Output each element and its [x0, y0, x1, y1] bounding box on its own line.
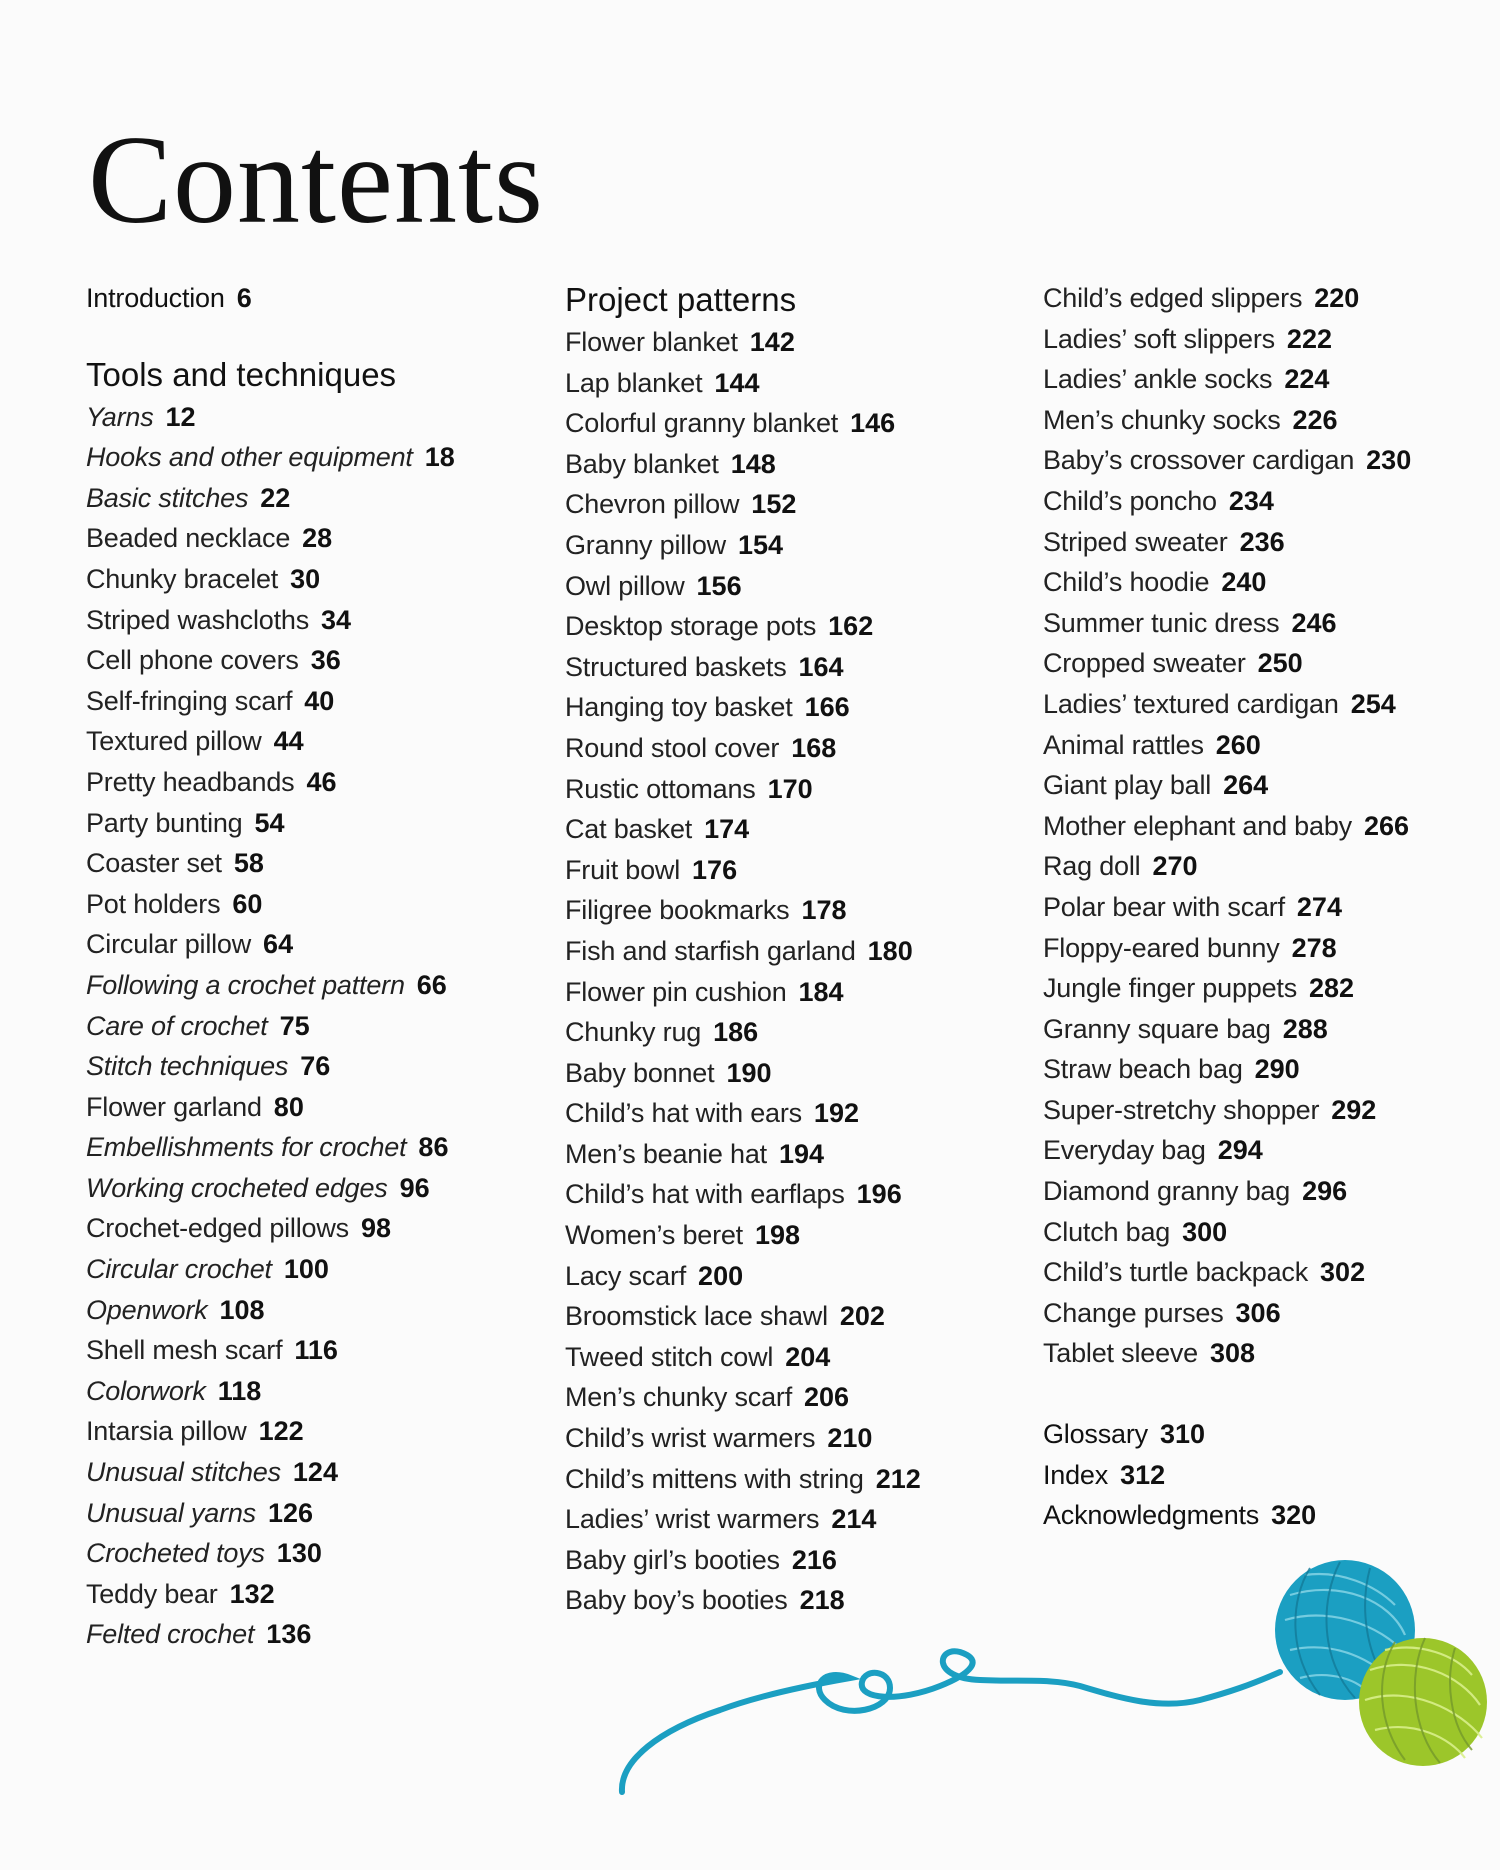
toc-entry-page: 132 — [229, 1578, 275, 1609]
toc-entry-label: Men’s chunky scarf — [565, 1382, 792, 1413]
toc-entry-label: Desktop storage pots — [565, 611, 817, 642]
toc-entry[interactable] — [565, 890, 1005, 931]
toc-entry-page: 142 — [749, 327, 795, 357]
toc-entry-page: 96 — [399, 1172, 430, 1203]
toc-entry-page: 162 — [828, 611, 874, 642]
toc-entry-page: 200 — [698, 1260, 744, 1291]
toc-entry[interactable] — [565, 931, 1005, 972]
toc-entry[interactable] — [565, 1053, 1005, 1094]
toc-entry-label: Rustic ottomans — [565, 773, 756, 804]
toc-entry[interactable] — [86, 1533, 526, 1574]
toc-entry-page: 58 — [233, 848, 264, 879]
toc-entry-label: Fruit bowl — [565, 854, 681, 885]
toc-entry-label: Child’s hat with earflaps — [565, 1179, 845, 1210]
toc-entry-page: 266 — [1363, 810, 1409, 841]
toc-entry-page: 12 — [165, 401, 196, 432]
toc-entry[interactable] — [86, 1614, 526, 1655]
toc-entry-label: Beaded necklace — [86, 523, 291, 554]
toc-entry[interactable] — [1043, 968, 1483, 1009]
toc-entry-label: Change purses — [1043, 1297, 1224, 1328]
toc-entry[interactable] — [1043, 928, 1483, 969]
toc-entry-page: 122 — [258, 1416, 304, 1447]
toc-entry-label: Lap blanket — [565, 367, 703, 398]
toc-entry[interactable] — [86, 1168, 526, 1209]
toc-entry-label: Colorwork — [86, 1375, 206, 1406]
toc-entry-page: 292 — [1331, 1094, 1377, 1125]
toc-entry[interactable] — [565, 1418, 1005, 1459]
toc-entry-page: 226 — [1292, 404, 1338, 435]
toc-entry-label: Summer tunic dress — [1043, 607, 1280, 638]
contents-column-1 — [86, 278, 526, 1655]
toc-entry-label: Care of crochet — [86, 1010, 268, 1041]
toc-entry-label: Self-fringing scarf — [86, 685, 293, 716]
toc-entry-page: 300 — [1182, 1216, 1228, 1247]
toc-entry-page: 46 — [306, 766, 337, 797]
toc-entry-label: Circular crochet — [86, 1254, 272, 1285]
toc-entry[interactable] — [565, 850, 1005, 891]
toc-entry-label: Child’s poncho — [1043, 485, 1217, 516]
toc-entry-page: 250 — [1257, 648, 1303, 679]
projects-list-continued — [1043, 278, 1483, 1374]
toc-entry-label: Mother elephant and baby — [1043, 810, 1352, 841]
toc-entry[interactable] — [1043, 846, 1483, 887]
toc-entry-page: 288 — [1282, 1013, 1328, 1044]
toc-entry-label: Flower blanket — [565, 327, 738, 357]
toc-entry[interactable] — [86, 1006, 526, 1047]
toc-entry-page: 204 — [785, 1341, 831, 1372]
toc-entry-page: 296 — [1302, 1176, 1348, 1207]
toc-entry[interactable] — [86, 1452, 526, 1493]
toc-entry-label: Felted crochet — [86, 1619, 255, 1650]
toc-entry[interactable] — [1043, 1495, 1483, 1536]
toc-entry-label: Colorful granny blanket — [565, 408, 839, 439]
back-matter-list — [1043, 1414, 1483, 1536]
toc-entry-page: 254 — [1350, 688, 1396, 719]
toc-entry-label: Striped sweater — [1043, 526, 1228, 557]
toc-entry-label: Ladies’ ankle socks — [1043, 364, 1273, 395]
toc-entry[interactable] — [86, 884, 526, 925]
toc-entry-introduction[interactable] — [86, 278, 526, 319]
toc-entry[interactable] — [565, 1174, 1005, 1215]
toc-entry-page: 124 — [292, 1457, 338, 1488]
toc-entry-label: Child’s hat with ears — [565, 1098, 802, 1129]
toc-entry-label: Chevron pillow — [565, 489, 740, 520]
toc-entry-label: Flower garland — [86, 1091, 262, 1122]
toc-entry-label: Structured baskets — [565, 651, 787, 682]
toc-entry[interactable] — [86, 1411, 526, 1452]
toc-entry[interactable] — [565, 566, 1005, 607]
toc-entry-label: Crochet-edged pillows — [86, 1213, 349, 1244]
toc-entry-label: Circular pillow — [86, 929, 252, 960]
toc-entry[interactable] — [1043, 765, 1483, 806]
toc-entry-page: 184 — [798, 976, 844, 1007]
toc-entry-page: 164 — [798, 651, 844, 682]
toc-entry-page: 98 — [360, 1213, 391, 1244]
toc-entry[interactable] — [1043, 643, 1483, 684]
toc-entry[interactable] — [86, 478, 526, 519]
toc-entry-page: 240 — [1221, 567, 1267, 598]
toc-entry[interactable] — [1043, 400, 1483, 441]
toc-entry-label: Chunky rug — [565, 1017, 702, 1048]
toc-entry-label: Glossary — [1043, 1419, 1148, 1450]
toc-entry-page: 66 — [416, 969, 447, 1000]
toc-entry-label: Unusual stitches — [86, 1457, 281, 1488]
toc-entry-label: Rag doll — [1043, 851, 1141, 882]
toc-entry[interactable] — [565, 484, 1005, 525]
toc-entry-label: Lacy scarf — [565, 1260, 687, 1291]
toc-entry-page: 310 — [1159, 1419, 1205, 1450]
toc-entry-label: Tweed stitch cowl — [565, 1341, 774, 1372]
toc-entry-page: 148 — [730, 448, 776, 479]
toc-entry-page: 54 — [254, 807, 285, 838]
toc-entry-page: 60 — [232, 888, 263, 919]
toc-entry-label: Shell mesh scarf — [86, 1335, 283, 1366]
toc-entry-label: Child’s hoodie — [1043, 567, 1210, 598]
toc-entry-label: Clutch bag — [1043, 1216, 1171, 1247]
toc-entry[interactable] — [86, 924, 526, 965]
toc-entry-page: 28 — [302, 523, 333, 554]
tools-list — [86, 397, 526, 1655]
toc-entry-label: Textured pillow — [86, 726, 262, 757]
toc-entry[interactable] — [565, 687, 1005, 728]
toc-entry-page: 136 — [266, 1619, 312, 1650]
toc-entry[interactable] — [565, 728, 1005, 769]
toc-entry-label: Giant play ball — [1043, 770, 1212, 801]
toc-entry-page: 306 — [1235, 1297, 1281, 1328]
toc-entry-page: 118 — [217, 1375, 262, 1406]
toc-entry-page: 192 — [813, 1098, 859, 1129]
toc-entry-label: Round stool cover — [565, 732, 780, 763]
toc-entry[interactable] — [86, 1290, 526, 1331]
toc-entry-page: 270 — [1152, 851, 1198, 882]
toc-entry[interactable] — [86, 1087, 526, 1128]
toc-entry[interactable] — [86, 843, 526, 884]
toc-entry-page: 312 — [1120, 1459, 1166, 1490]
toc-entry[interactable] — [565, 1134, 1005, 1175]
toc-entry-page: 170 — [767, 773, 813, 804]
toc-entry-page: 302 — [1320, 1257, 1366, 1288]
toc-entry-page: 282 — [1309, 973, 1355, 1004]
yarn-balls-icon — [600, 1560, 1500, 1860]
toc-entry-label: Index — [1043, 1459, 1109, 1490]
toc-entry-label: Broomstick lace shawl — [565, 1301, 828, 1332]
toc-entry-page: 178 — [801, 895, 847, 926]
toc-entry-label: Ladies’ textured cardigan — [1043, 688, 1339, 719]
toc-entry[interactable] — [1043, 1252, 1483, 1293]
toc-entry-page: 210 — [827, 1423, 873, 1454]
toc-entry[interactable] — [1043, 1090, 1483, 1131]
toc-entry[interactable] — [1043, 278, 1483, 319]
toc-entry-label: Child’s wrist warmers — [565, 1423, 816, 1454]
toc-entry-label: Owl pillow — [565, 570, 685, 601]
toc-entry-label: Super-stretchy shopper — [1043, 1094, 1320, 1125]
toc-entry[interactable] — [86, 803, 526, 844]
toc-entry-page: 278 — [1291, 932, 1337, 963]
toc-entry-label: Floppy-eared bunny — [1043, 932, 1280, 963]
toc-entry-label: Hanging toy basket — [565, 692, 793, 723]
toc-entry[interactable] — [86, 1127, 526, 1168]
toc-entry-label: Introduction — [86, 283, 225, 313]
toc-entry-page: 260 — [1215, 729, 1261, 760]
toc-entry-label: Child’s edged slippers — [1043, 283, 1303, 313]
toc-entry[interactable] — [1043, 522, 1483, 563]
toc-entry-label: Baby boy’s booties — [565, 1585, 788, 1616]
toc-entry-page: 154 — [737, 529, 784, 560]
toc-entry-label: Child’s mittens with string — [565, 1463, 864, 1494]
toc-entry[interactable] — [1043, 1009, 1483, 1050]
toc-entry[interactable] — [1043, 684, 1483, 725]
toc-entry-label: Unusual yarns — [86, 1497, 256, 1528]
toc-entry[interactable] — [1043, 562, 1483, 603]
toc-entry[interactable] — [86, 681, 526, 722]
toc-entry-label: Fish and starfish garland — [565, 935, 856, 966]
toc-entry-page: 224 — [1284, 364, 1330, 395]
toc-entry-page: 198 — [755, 1220, 801, 1251]
toc-entry[interactable] — [565, 769, 1005, 810]
toc-entry-label: Straw beach bag — [1043, 1054, 1243, 1085]
toc-entry-label: Working crocheted edges — [86, 1172, 388, 1203]
toc-entry-label: Baby girl’s booties — [565, 1544, 780, 1575]
toc-entry-page: 75 — [279, 1010, 310, 1041]
toc-entry-label: Granny pillow — [565, 529, 726, 560]
toc-entry-page: 86 — [418, 1132, 449, 1163]
toc-entry-page: 64 — [263, 929, 294, 960]
toc-entry[interactable] — [565, 1377, 1005, 1418]
toc-entry-label: Baby’s crossover cardigan — [1043, 445, 1355, 476]
toc-entry[interactable] — [565, 809, 1005, 850]
toc-entry[interactable] — [86, 721, 526, 762]
toc-entry[interactable] — [1043, 1049, 1483, 1090]
toc-entry[interactable] — [86, 1046, 526, 1087]
toc-entry[interactable] — [1043, 1130, 1483, 1171]
toc-entry-label: Cropped sweater — [1043, 648, 1246, 679]
toc-entry-page: 156 — [696, 570, 742, 601]
toc-entry[interactable] — [565, 444, 1005, 485]
toc-entry[interactable] — [1043, 1171, 1483, 1212]
toc-entry-page: 180 — [867, 935, 913, 966]
toc-entry-page: 76 — [300, 1051, 331, 1082]
toc-entry-label: Stitch techniques — [86, 1051, 289, 1082]
toc-entry[interactable] — [86, 518, 526, 559]
toc-entry-page: 34 — [321, 604, 352, 635]
toc-entry-page: 36 — [310, 645, 341, 676]
toc-entry-page: 236 — [1239, 526, 1285, 557]
toc-entry-label: Diamond granny bag — [1043, 1176, 1291, 1207]
toc-entry-page: 80 — [273, 1091, 304, 1122]
contents-column-2 — [565, 278, 1005, 1621]
toc-entry-page: 264 — [1223, 770, 1269, 801]
toc-entry[interactable] — [86, 1493, 526, 1534]
toc-entry[interactable] — [1043, 319, 1483, 360]
toc-entry-label: Child’s turtle backpack — [1043, 1257, 1309, 1288]
section-heading-tools: Tools and techniques — [86, 355, 397, 393]
toc-entry-page: 202 — [839, 1301, 885, 1332]
toc-entry[interactable] — [565, 1012, 1005, 1053]
toc-entry[interactable] — [86, 1371, 526, 1412]
toc-entry-page: 222 — [1286, 323, 1332, 354]
toc-entry-label: Granny square bag — [1043, 1013, 1271, 1044]
toc-entry-page: 30 — [290, 563, 321, 594]
toc-entry-label: Following a crochet pattern — [86, 969, 405, 1000]
toc-entry-label: Crocheted toys — [86, 1538, 265, 1569]
toc-entry[interactable] — [1043, 1293, 1483, 1334]
section-heading-projects: Project patterns — [565, 281, 797, 318]
toc-entry-label: Pot holders — [86, 888, 221, 919]
toc-entry-page: 274 — [1296, 891, 1342, 922]
toc-entry-label: Openwork — [86, 1294, 208, 1325]
toc-entry-label: Basic stitches — [86, 482, 249, 513]
toc-entry-page: 320 — [1271, 1500, 1317, 1531]
toc-entry-label: Everyday bag — [1043, 1135, 1206, 1166]
toc-entry-page: 230 — [1366, 445, 1412, 476]
toc-entry-label: Coaster set — [86, 848, 222, 879]
toc-entry[interactable] — [565, 606, 1005, 647]
toc-entry-label: Hooks and other equipment — [86, 442, 413, 473]
toc-entry-page: 152 — [751, 489, 797, 520]
toc-entry[interactable] — [1043, 1212, 1483, 1253]
toc-entry-label: Polar bear with scarf — [1043, 891, 1285, 922]
toc-entry[interactable] — [86, 600, 526, 641]
toc-entry-label: Chunky bracelet — [86, 563, 279, 594]
toc-entry-page: 18 — [424, 442, 455, 473]
toc-entry-page: 22 — [260, 482, 291, 513]
toc-entry[interactable] — [565, 1093, 1005, 1134]
toc-entry[interactable] — [565, 1459, 1005, 1500]
toc-entry[interactable] — [565, 1215, 1005, 1256]
toc-entry-page: 190 — [726, 1057, 772, 1088]
toc-entry-label: Ladies’ wrist warmers — [565, 1504, 820, 1535]
toc-entry-label: Baby bonnet — [565, 1057, 715, 1088]
toc-entry-label: Cat basket — [565, 814, 693, 845]
toc-entry[interactable] — [1043, 481, 1483, 522]
toc-entry-page: 100 — [283, 1254, 329, 1285]
toc-entry-label: Men’s chunky socks — [1043, 404, 1281, 435]
contents-column-3 — [1043, 278, 1483, 1536]
toc-entry-page: 206 — [804, 1382, 850, 1413]
toc-entry[interactable] — [565, 363, 1005, 404]
toc-entry-label: Filigree bookmarks — [565, 895, 790, 926]
toc-entry-label: Women’s beret — [565, 1220, 743, 1251]
toc-entry[interactable] — [86, 1249, 526, 1290]
toc-entry-label: Pretty headbands — [86, 766, 295, 797]
toc-entry-page: 186 — [713, 1017, 759, 1048]
toc-entry[interactable] — [1043, 603, 1483, 644]
toc-entry-page: 126 — [268, 1497, 314, 1528]
toc-entry-page: 40 — [304, 685, 335, 716]
toc-entry-page: 166 — [804, 692, 850, 723]
toc-entry-page: 234 — [1228, 485, 1274, 516]
toc-entry-page: 220 — [1314, 283, 1360, 313]
toc-entry[interactable] — [86, 1208, 526, 1249]
toc-entry-page: 146 — [850, 408, 896, 439]
toc-entry[interactable] — [565, 1499, 1005, 1540]
toc-entry-label: Cell phone covers — [86, 645, 299, 676]
toc-entry[interactable] — [86, 397, 526, 438]
page-title: Contents — [88, 111, 545, 250]
toc-entry[interactable] — [86, 965, 526, 1006]
toc-entry[interactable] — [565, 322, 1005, 363]
toc-entry[interactable] — [1043, 1414, 1483, 1455]
toc-entry-label: Striped washcloths — [86, 604, 310, 635]
yarn-strand — [622, 1651, 1280, 1792]
toc-entry[interactable] — [1043, 725, 1483, 766]
toc-entry-page: 218 — [799, 1585, 845, 1616]
toc-entry-label: Baby blanket — [565, 448, 719, 479]
toc-entry[interactable] — [565, 525, 1005, 566]
toc-entry-page: 176 — [692, 854, 738, 885]
toc-entry-label: Teddy bear — [86, 1578, 218, 1609]
toc-entry-page: 214 — [831, 1504, 877, 1535]
toc-entry-page: 216 — [791, 1544, 837, 1575]
toc-entry-label: Acknowledgments — [1043, 1500, 1260, 1531]
toc-entry[interactable] — [565, 1296, 1005, 1337]
toc-entry[interactable] — [565, 1256, 1005, 1297]
toc-entry-page: 130 — [276, 1538, 322, 1569]
toc-entry[interactable] — [86, 762, 526, 803]
toc-entry-label: Yarns — [86, 401, 154, 432]
toc-entry-page: 108 — [219, 1294, 265, 1325]
toc-entry-page: 294 — [1217, 1135, 1263, 1166]
toc-entry-page: 116 — [294, 1335, 338, 1366]
toc-entry[interactable] — [1043, 1455, 1483, 1496]
toc-entry-label: Intarsia pillow — [86, 1416, 247, 1447]
toc-entry[interactable] — [1043, 887, 1483, 928]
toc-entry-label: Men’s beanie hat — [565, 1138, 767, 1169]
toc-entry-page: 194 — [778, 1138, 825, 1169]
toc-entry[interactable] — [86, 640, 526, 681]
toc-entry[interactable] — [1043, 806, 1483, 847]
toc-entry[interactable] — [1043, 1333, 1483, 1374]
toc-entry[interactable] — [565, 1337, 1005, 1378]
toc-entry[interactable] — [565, 647, 1005, 688]
toc-entry-page: 246 — [1291, 607, 1337, 638]
toc-entry-page: 6 — [236, 283, 252, 313]
toc-entry[interactable] — [86, 559, 526, 600]
toc-entry-label: Jungle finger puppets — [1043, 973, 1297, 1004]
toc-entry[interactable] — [565, 972, 1005, 1013]
toc-entry[interactable] — [86, 1330, 526, 1371]
toc-entry-page: 44 — [273, 726, 304, 757]
toc-entry-page: 196 — [856, 1179, 902, 1210]
toc-entry[interactable] — [86, 1574, 526, 1615]
toc-entry-label: Animal rattles — [1043, 729, 1204, 760]
toc-entry-page: 174 — [704, 814, 750, 845]
toc-entry[interactable] — [86, 437, 526, 478]
toc-entry[interactable] — [565, 403, 1005, 444]
toc-entry-page: 308 — [1210, 1338, 1256, 1369]
toc-entry-page: 212 — [875, 1463, 921, 1494]
toc-entry-label: Party bunting — [86, 807, 243, 838]
toc-entry-label: Ladies’ soft slippers — [1043, 323, 1275, 354]
toc-entry-page: 168 — [791, 732, 837, 763]
toc-entry-label: Flower pin cushion — [565, 976, 787, 1007]
toc-entry-label: Tablet sleeve — [1043, 1338, 1198, 1369]
toc-entry-page: 290 — [1254, 1054, 1300, 1085]
projects-list — [565, 322, 1005, 1621]
green-yarn-ball — [1359, 1638, 1487, 1766]
toc-entry-page: 144 — [714, 367, 760, 398]
toc-entry[interactable] — [1043, 440, 1483, 481]
toc-entry[interactable] — [1043, 359, 1483, 400]
toc-entry-label: Embellishments for crochet — [86, 1132, 407, 1163]
